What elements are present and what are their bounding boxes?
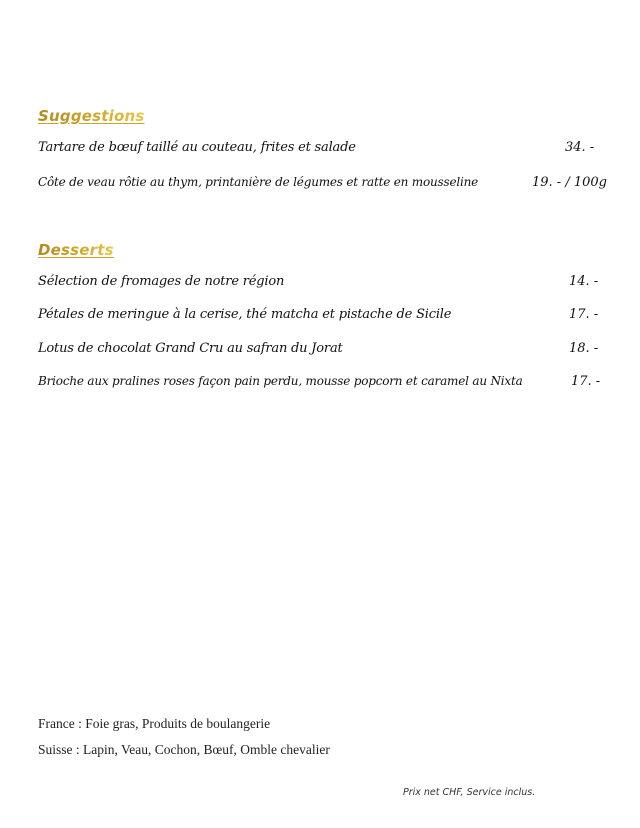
desserts-item-2 <box>38 307 608 327</box>
suggestions-list-2 <box>38 175 608 195</box>
menu-item <box>38 374 608 394</box>
dish-name: Pétales de meringue à la cerise, thé matcha et pistache de Sicile <box>38 307 452 322</box>
dish-price: 19. - / 100g <box>532 175 607 190</box>
desserts-item-3 <box>38 341 608 361</box>
dish-name: Tartare de bœuf taillé au couteau, frites et salade <box>38 140 356 155</box>
menu-item <box>38 140 608 160</box>
dish-name: Côte de veau rôtie au thym, printanière de légumes et ratte en mousseline <box>38 175 479 189</box>
origin-france: France : Foie gras, Produits de boulangerie <box>38 716 271 731</box>
dish-price: 14. - <box>569 274 599 289</box>
dish-name: Sélection de fromages de notre région <box>38 274 285 289</box>
menu-item <box>38 274 608 294</box>
suggestions-list <box>38 140 608 160</box>
section-title-desserts: Desserts <box>38 241 114 259</box>
dish-name: Brioche aux pralines roses façon pain perdu, mousse popcorn et caramel au Nixta <box>38 374 523 388</box>
dish-price: 17. - <box>571 374 601 389</box>
dish-price: 17. - <box>569 307 599 322</box>
section-desserts <box>38 240 608 260</box>
dish-price: 34. - <box>565 140 595 155</box>
section-suggestions <box>38 106 608 126</box>
origin-suisse: Suisse : Lapin, Veau, Cochon, Bœuf, Omble chevalier <box>38 742 330 757</box>
menu-item <box>38 175 608 195</box>
dish-price: 18. - <box>569 341 599 356</box>
price-note: Prix net CHF, Service inclus. <box>403 787 536 798</box>
desserts-item-4 <box>38 374 608 394</box>
section-title-suggestions: Suggestions <box>38 107 145 125</box>
menu-item <box>38 341 608 361</box>
dish-name: Lotus de chocolat Grand Cru au safran du Jorat <box>38 341 343 356</box>
menu-item <box>38 307 608 327</box>
desserts-item-1 <box>38 274 608 294</box>
